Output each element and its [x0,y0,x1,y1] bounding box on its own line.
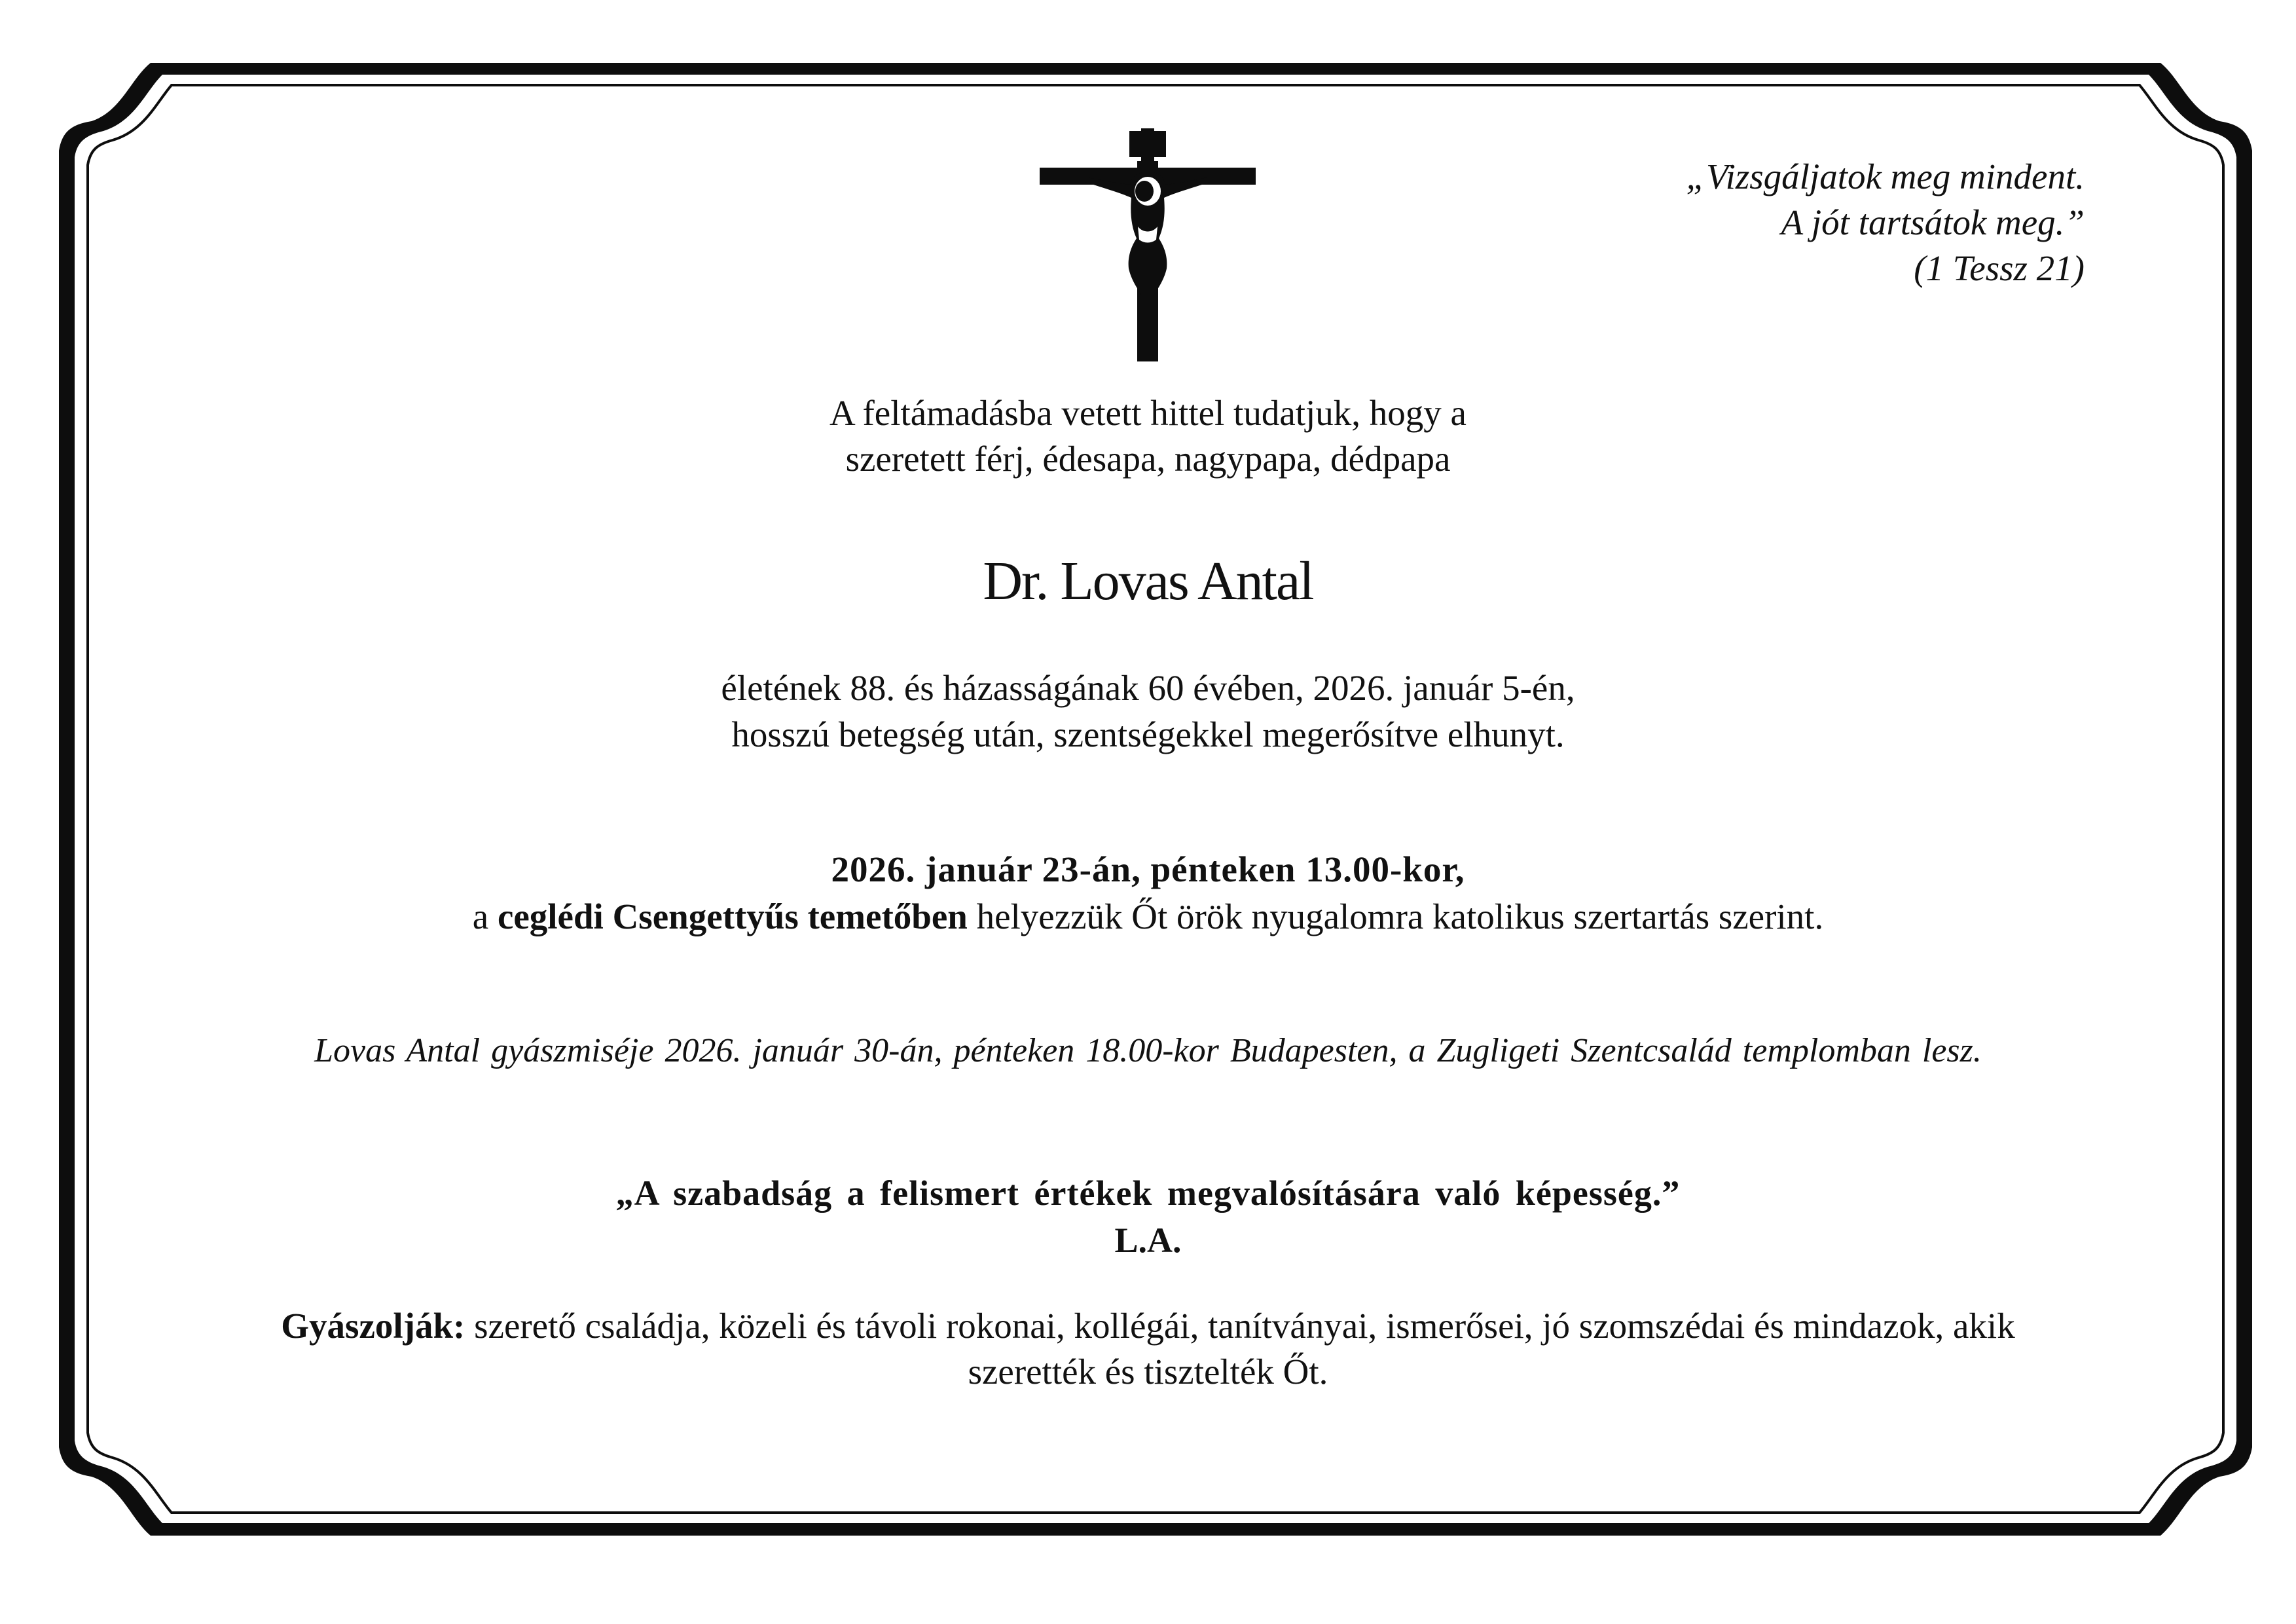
funeral-place: ceglédi Csengettyűs temetőben [497,896,968,936]
quote-block [0,1170,2296,1264]
memorial-mass: Lovas Antal gyászmiséje 2026. január 30-án, pénteken 18.00-kor Budapesten, a Zugligeti Szentcsalád templomban lesz. [314,1032,1982,1069]
crucifix-icon [1040,128,1256,361]
quote-text: „A szabadság a felismert értékek megvalósítására való képesség.” [615,1173,1681,1213]
mourners-line [0,1303,2296,1349]
quote-author: L.A. [1114,1221,1182,1260]
deceased-name: Dr. Lovas Antal [983,551,1313,612]
motto-reference: (1 Tessz 21) [1914,248,2085,288]
funeral-date: 2026. január 23-án, pénteken 13.00-kor, [831,849,1465,889]
life-line: életének 88. és házasságának 60 évében, 2026. január 5-én, [721,668,1575,708]
bible-motto [1686,154,2085,291]
intro-text [0,390,2296,482]
life-line: hosszú betegség után, szentségekkel megerősítve elhunyt. [731,714,1565,754]
funeral-suffix: helyezzük Őt örök nyugalomra katolikus szertartás szerint. [967,896,1824,936]
mourners-block [0,1303,2296,1395]
funeral-prefix: a [472,896,498,936]
life-details [0,665,2296,758]
motto-line: „Vizsgáljatok meg mindent. [1686,157,2085,196]
mourners-text: szerető családja, közeli és távoli rokonai, kollégái, tanítványai, ismerősei, jó szomszédai és mindazok, akik [465,1306,2015,1346]
motto-line: A jót tartsátok meg.” [1781,202,2085,242]
mourners-label: Gyászolják: [281,1306,465,1346]
mourners-line: szerették és tisztelték Őt. [968,1352,1328,1392]
funeral-details [0,846,2296,940]
intro-line: A feltámadásba vetett hittel tudatjuk, hogy a [829,393,1467,433]
funeral-place-line [0,893,2296,940]
intro-line: szeretett férj, édesapa, nagypapa, dédpapa [845,439,1451,479]
